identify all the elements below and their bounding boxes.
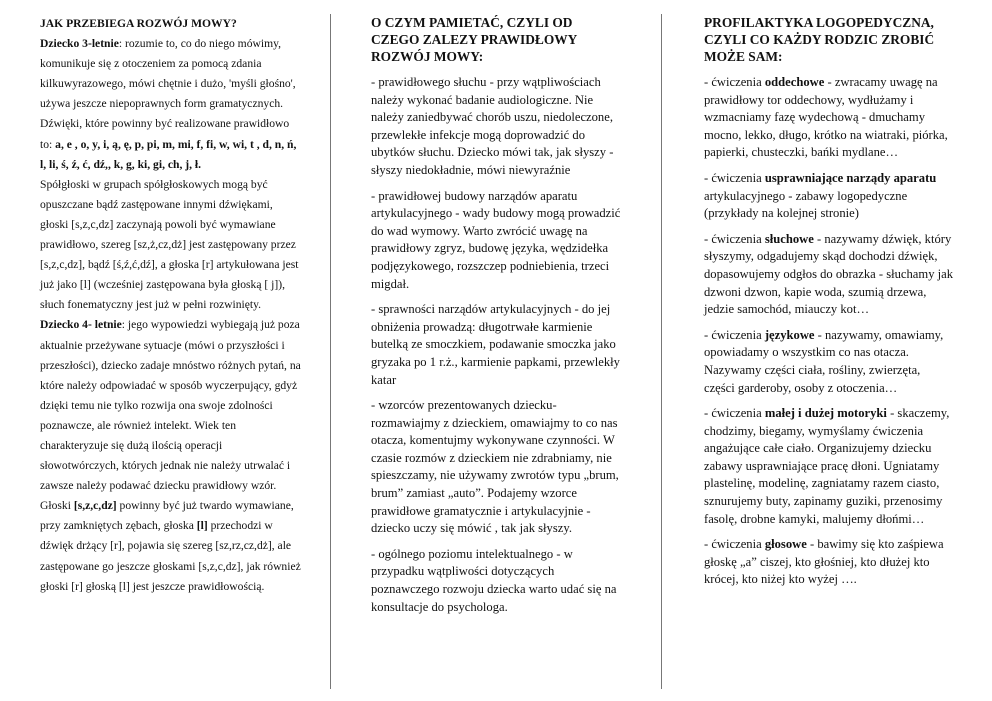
list-item-intellect: - ogólnego poziomu intelektualnego - w przypadku wątpliwości dotyczących poznawczego rozwoju dziecka warto udać się na konsultacje do psychologa.	[371, 546, 617, 614]
list-item-articulation-efficiency: - sprawności narządów artykulacyjnych - do jej obniżenia prowadzą: długotrwałe karmienie butelką ze smoczkiem, podawanie smoczka jako gryzaka po 1 r.ż., karmienie papkami, przewlekły katar	[371, 302, 620, 387]
column-divider-left	[330, 14, 331, 689]
column-divider-right	[661, 14, 662, 689]
text-4-year-old: : jego wypowiedzi wybiegają już poza aktualnie przeżywane sytuacje (mówi o przyszłości i przeszłości), dziecko zadaje mnóstwo różnych pytań, na które należy odpowiadać w sposób wyczerpujący, gdyż dzięki temu nie tylko rozwija ona swoje zdolności poznawcze, ale również intelekt. Wiek ten charakteryzuje się dużą ilością operacji słowotwórczych, których jednak nie należy utrwalać i zawsze należy podawać dziecku prawidłowy wzór.	[40, 318, 301, 493]
paragraph-4-year-old	[40, 315, 302, 496]
list-item-articulation-anatomy: - prawidłowej budowy narządów aparatu artykulacyjnego - wady budowy mogą prowadzić do wad wymowy. Warto zwrócić uwagę na prawidłowy zgryz, budowę języka, wędzidełka podjęzykowego, rozszczep podniebienia, trzeci migdał.	[371, 188, 621, 291]
list-item-hearing: - prawidłowego słuchu - przy wątpliwościach należy wykonać badanie audiologiczne. Nie należy zaniedbywać chorób uszu, niedoleczone, przewlekłe infekcje mogą doprowadzić do ubytków słuchu. Dziecko mówi tak, jak słyszy - słyszy niedokładnie, mówi niewyraźnie	[371, 75, 614, 177]
text-3-year-old: : rozumie to, co do niego mówimy, komunikuje się z otoczeniem za pomocą zdania kilkuwyrazowego, mówi chętnie i dużo, 'myśli głośno', używa jeszcze niepoprawnych form gramatycznych. Dźwięki, które powinny być realizowane prawidłowo to:	[40, 37, 296, 151]
heading-speech-development: JAK PRZEBIEGA ROZWÓJ MOWY?	[40, 17, 237, 30]
sounds-list: a, e , o, y, i, ą, ę, p, pi, m, mi, f, fi, w, wi, t , d, n, ń, l, li, ś, ź, ć, dź,, k, g, ki, gi, ch, j, ł.	[40, 137, 297, 171]
column-prevention	[704, 14, 954, 597]
sounds-szcdz: [s,z,c,dz]	[73, 499, 117, 513]
text-sounds-c: powinny być już twardo wymawiane, przy zamkniętych zębach, głoska	[40, 499, 294, 533]
list-item-models: - wzorców prezentowanych dziecku- rozmawiajmy z dzieckiem, omawiajmy to co nas otacza, komentujmy wykonywane czynności. W czasie rozmów z dzieckiem nie zdrabniamy, nie spieszczamy, nie używamy zwrotów typu „brum, brum” zamiast „auto”. Podajemy wzorce prawidłowe gramatycznie i artykulacyjnie - dziecko uczy się mówić , tak jak słyszy.	[371, 398, 619, 536]
list-item-motor-skills: - ćwiczenia małej i dużej motoryki - skaczemy, chodzimy, biegamy, wymyślamy ćwiczenia angażujące całe ciało. Organizujemy dziecku zabawy usprawniające pracę dłoni. Ugniatamy plastelinę, modelinę, zagniatamy razem ciasto, sznurujemy buty, zapinamy guziki, przenosimy fasolę, drobne kamyki, malujemy dłońmi…	[704, 406, 950, 526]
label-4-year-old: Dziecko 4- letnie	[40, 318, 122, 332]
sound-l: [l]	[196, 519, 208, 533]
list-item-articulators: - ćwiczenia usprawniające narządy aparatu artykulacyjnego - zabawy logopedyczne (przykłady na kolejnej stronie)	[704, 170, 937, 221]
column-speech-development	[40, 14, 302, 597]
text-sounds-a: Głoski	[40, 499, 74, 513]
heading-what-to-remember: O CZYM PAMIETAĆ, CZYLI OD CZEGO ZALEZY PRAWIDŁOWY ROZWÓJ MOWY:	[371, 15, 577, 64]
paragraph-sounds	[40, 496, 302, 596]
label-3-year-old: Dziecko 3-letnie	[40, 37, 119, 51]
list-item-voice: - ćwiczenia głosowe - bawimy się kto zaśpiewa głoskę „a” ciszej, kto głośniej, kto dłużej kto krócej, kto niżej kto wyżej ….	[704, 537, 944, 587]
list-item-language: - ćwiczenia językowe - nazywamy, omawiamy, opowiadamy o wszystkim co nas otacza. Nazywamy części ciała, rośliny, zwierzęta, części garderoby, osoby z otoczenia…	[704, 327, 944, 395]
heading-prevention: PROFILAKTYKA LOGOPEDYCZNA, CZYLI CO KAŻDY RODZIC ZROBIĆ MOŻE SAM:	[704, 15, 935, 64]
paragraph-3-year-old	[40, 34, 302, 175]
paragraph-consonants: Spółgłoski w grupach spółgłoskowych mogą być opuszczane bądź zastępowane innymi dźwiękami, głoski [s,z,c,dz] zaczynają powoli być wymawiane prawidłowo, szereg [sz,ż,cz,dż] jest zastępowany przez [s,z,c,dz], bądź [ś,ź,ć,dź], a głoska [r] artykułowana jest już jako [l] (wcześniej zastępowana była głoską [ j]), słuch fonematyczny jest już w pełni rozwinięty.	[40, 177, 299, 312]
list-item-hearing-exercises: - ćwiczenia słuchowe - nazywamy dźwięk, który słyszymy, odgadujemy skąd dochodzi dźwięk, dopasowujemy odgłos do obrazka - słuchamy jak dzwoni dzwon, kapie woda, szumią drzewa, jedzie samochód, miauczy kot…	[704, 231, 954, 317]
list-item-breathing: - ćwiczenia oddechowe - zwracamy uwagę na prawidłowy tor oddechowy, wydłużamy i wzmacniamy fazę wydechową - dmuchamy mocno, lekko, długo, krótko na wiatraki, piórka, papierki, chusteczki, bańki mydlane…	[704, 75, 948, 160]
column-what-to-remember	[371, 14, 623, 624]
text-sounds-d: przechodzi w dźwięk drżący [r], pojawia się szereg [sz,rz,cz,dż], ale zastępowane go jeszcze głoskami [s,z,c,dz], jak również głoski [r] głoską [l] jest jeszcze prawidłowością.	[40, 519, 301, 593]
